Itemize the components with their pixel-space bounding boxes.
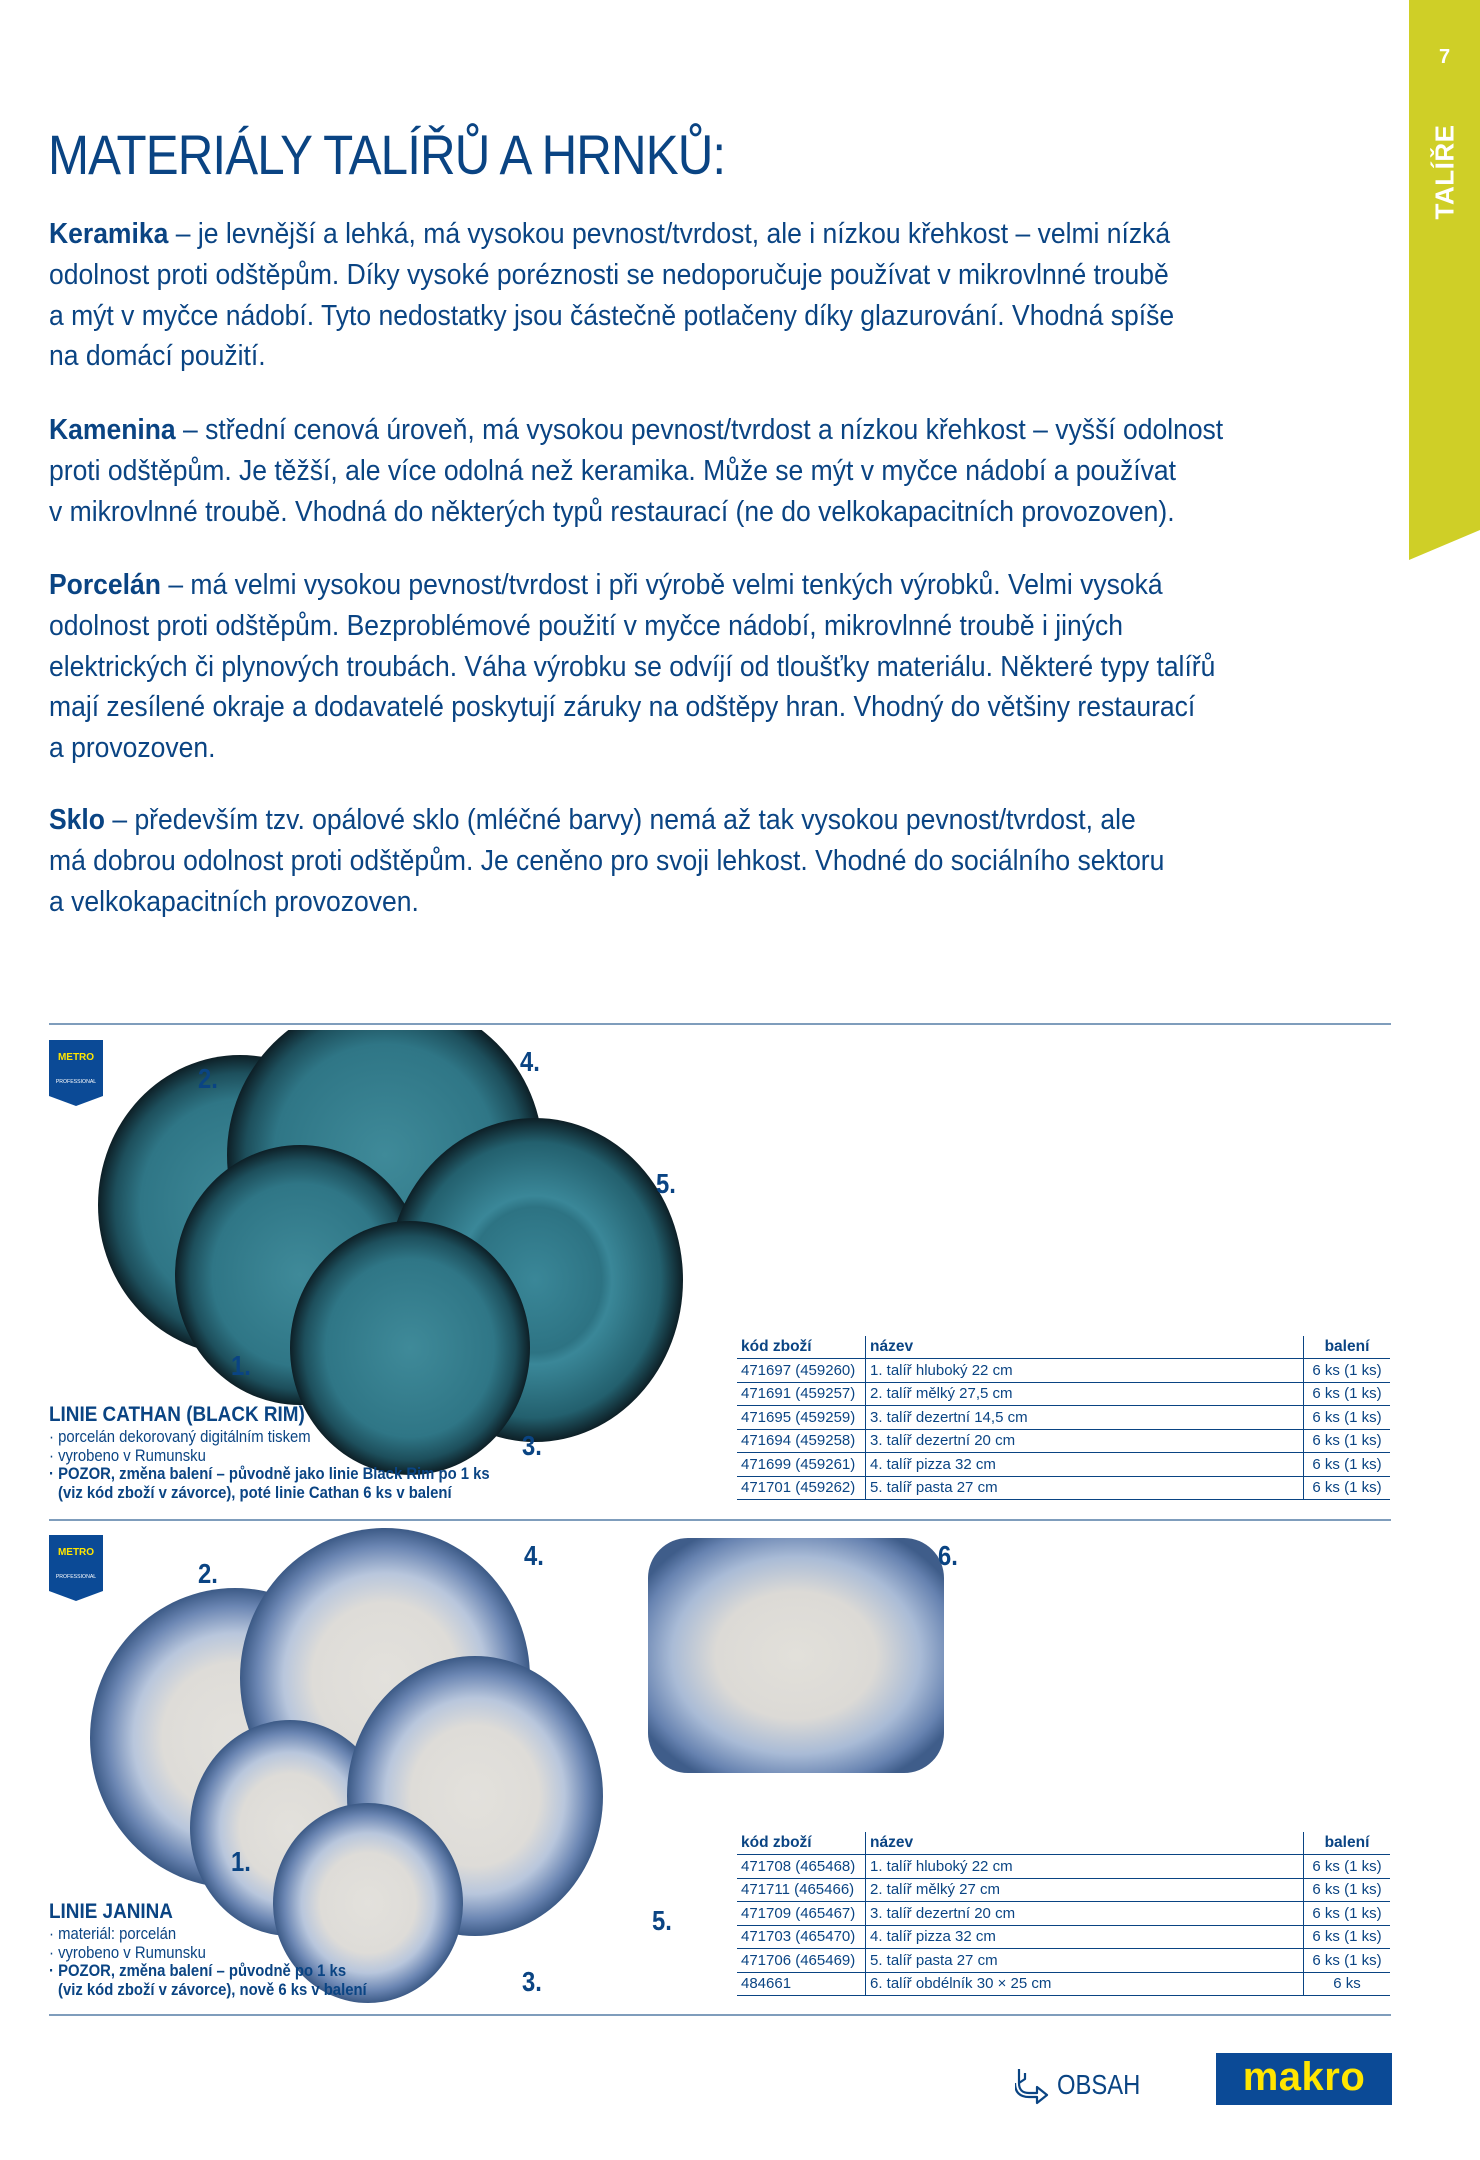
product-table-cathan: kód zboží název balení 471697 (459260) 1. talíř hluboký 22 cm 6 ks (1 ks) 471691 (459257) 2. talíř mělký 27,5 cm 6 ks (1 ks) 471695 (459259) 3. talíř dezertní 14,5 cm 6 ks (1 ks) 471694 (459258) 3. talíř dezertní 20 cm 6 ks (1 ks) 471699 (459261) 4. talíř pizza 32 cm 6 ks (1 ks) 471701 (459262) 5. talíř pasta 27 cm 6 ks (1 ks) <box>737 1336 1390 1500</box>
section-tab-shape <box>1409 0 1480 560</box>
arrow-return-icon <box>1015 2065 1051 2105</box>
plate-label-4: 4. <box>520 1046 540 1077</box>
svg-text:PROFESSIONAL: PROFESSIONAL <box>55 1574 97 1580</box>
contents-link[interactable]: OBSAH <box>1015 2065 1155 2105</box>
plate-label-4: 4. <box>524 1540 544 1571</box>
plate-label-1: 1. <box>231 1846 251 1877</box>
product-info-janina: LINIE JANINA · materiál: porcelán · vyrobeno v Rumunsku · POZOR, změna balení – původně po 1 ks (viz kód zboží v závorce), nově 6 ks v balení <box>49 1900 367 1999</box>
plate-label-2: 2. <box>198 1063 218 1094</box>
material-name: Kamenina <box>49 414 176 446</box>
divider <box>49 1023 1391 1025</box>
material-name: Porcelán <box>49 569 161 601</box>
product-title: LINIE JANINA <box>49 1900 173 1923</box>
product-table-janina: kód zboží název balení 471708 (465468) 1. talíř hluboký 22 cm 6 ks (1 ks) 471711 (465466) 2. talíř mělký 27 cm 6 ks (1 ks) 471709 (465467) 3. talíř dezertní 20 cm 6 ks (1 ks) 471703 (465470) 4. talíř pizza 32 cm 6 ks (1 ks) 471706 (465469) 5. talíř pasta 27 cm 6 ks (1 ks) 484661 6. talíř obdélník 30 × 25 cm 6 ks <box>737 1832 1390 1996</box>
page-number: 7 <box>1438 46 1451 68</box>
divider <box>49 1519 1391 1521</box>
section-tab-label: TALÍŘE <box>1429 124 1460 220</box>
page-title: MATERIÁLY TALÍŘŮ A HRNKŮ: <box>48 123 726 186</box>
table-row: 471701 (459262) 5. talíř pasta 27 cm 6 ks (1 ks) <box>737 1476 1390 1500</box>
table-row: 471691 (459257) 2. talíř mělký 27,5 cm 6 ks (1 ks) <box>737 1382 1390 1406</box>
table-row: 471708 (465468) 1. talíř hluboký 22 cm 6 ks (1 ks) <box>737 1855 1390 1879</box>
material-porcelan: Porcelán – má velmi vysokou pevnost/tvrdost i při výrobě velmi tenkých výrobků. Velmi vysoká odolnost proti odštěpům. Bezproblémové použití v myčce nádobí, mikrovlnné troubě i jiných elektrických či plynových troubách. Váha výrobku se odvíjí od tloušťky materiálu. Některé typy talířů mají zesílené okraje a dodavatelé poskytují záruky na odštěpy hran. Vhodný do většiny restaurací a provozoven. <box>49 569 1216 765</box>
table-row: 471709 (465467) 3. talíř dezertní 20 cm 6 ks (1 ks) <box>737 1902 1390 1926</box>
table-row: 471706 (465469) 5. talíř pasta 27 cm 6 ks (1 ks) <box>737 1949 1390 1973</box>
table-row: 471697 (459260) 1. talíř hluboký 22 cm 6 ks (1 ks) <box>737 1359 1390 1383</box>
plate-label-2: 2. <box>198 1558 218 1589</box>
divider <box>49 2014 1391 2016</box>
table-row: 484661 6. talíř obdélník 30 × 25 cm 6 ks <box>737 1972 1390 1996</box>
material-name: Keramika <box>49 218 169 250</box>
table-row: 471711 (465466) 2. talíř mělký 27 cm 6 ks (1 ks) <box>737 1878 1390 1902</box>
table-row: 471695 (459259) 3. talíř dezertní 14,5 cm 6 ks (1 ks) <box>737 1406 1390 1430</box>
material-sklo: Sklo – především tzv. opálové sklo (mléčné barvy) nemá až tak vysokou pevnost/tvrdost, ale má dobrou odolnost proti odštěpům. Je ceněno pro svoji lehkost. Vhodné do sociálního sektoru a velkokapacitních provozoven. <box>49 804 1165 918</box>
plate-label-5: 5. <box>652 1905 672 1936</box>
plate-label-3: 3. <box>522 1966 542 1997</box>
material-kamenina: Kamenina – střední cenová úroveň, má vysokou pevnost/tvrdost a nízkou křehkost – vyšší odolnost proti odštěpům. Je těžší, ale více odolná než keramika. Může se mýt v myčce nádobí a používat v mikrovlnné troubě. Vhodná do některých typů restaurací (ne do velkokapacitních provozoven). <box>49 414 1224 528</box>
makro-logo: makro <box>1216 2053 1392 2105</box>
plate-label-3: 3. <box>522 1430 542 1461</box>
svg-text:METRO: METRO <box>57 1052 95 1063</box>
plate-label-6: 6. <box>938 1540 958 1571</box>
table-row: 471699 (459261) 4. talíř pizza 32 cm 6 ks (1 ks) <box>737 1453 1390 1477</box>
plate-label-1: 1. <box>231 1350 251 1381</box>
product-info-cathan: LINIE CATHAN (BLACK RIM) · porcelán dekorovaný digitálním tiskem · vyrobeno v Rumunsku · POZOR, změna balení – původně jako linie Black Rim po 1 ks (viz kód zboží v závorce), poté linie Cathan 6 ks v balení <box>49 1403 490 1502</box>
material-name: Sklo <box>49 804 105 836</box>
svg-text:PROFESSIONAL: PROFESSIONAL <box>55 1079 97 1085</box>
product-title: LINIE CATHAN (BLACK RIM) <box>49 1403 305 1426</box>
table-row: 471703 (465470) 4. talíř pizza 32 cm 6 ks (1 ks) <box>737 1925 1390 1949</box>
table-row: 471694 (459258) 3. talíř dezertní 20 cm 6 ks (1 ks) <box>737 1429 1390 1453</box>
section-tab[interactable] <box>1409 0 1480 560</box>
plate-6 <box>648 1538 944 1773</box>
svg-text:METRO: METRO <box>57 1547 95 1558</box>
material-keramika: Keramika – je levnější a lehká, má vysokou pevnost/tvrdost, ale i nízkou křehkost – velmi nízká odolnost proti odštěpům. Díky vysoké poréznosti se nedoporučuje používat v mikrovlnné troubě a mýt v myčce nádobí. Tyto nedostatky jsou částečně potlačeny díky glazurování. Vhodná spíše na domácí použití. <box>49 218 1175 373</box>
plate-label-5: 5. <box>656 1168 676 1199</box>
